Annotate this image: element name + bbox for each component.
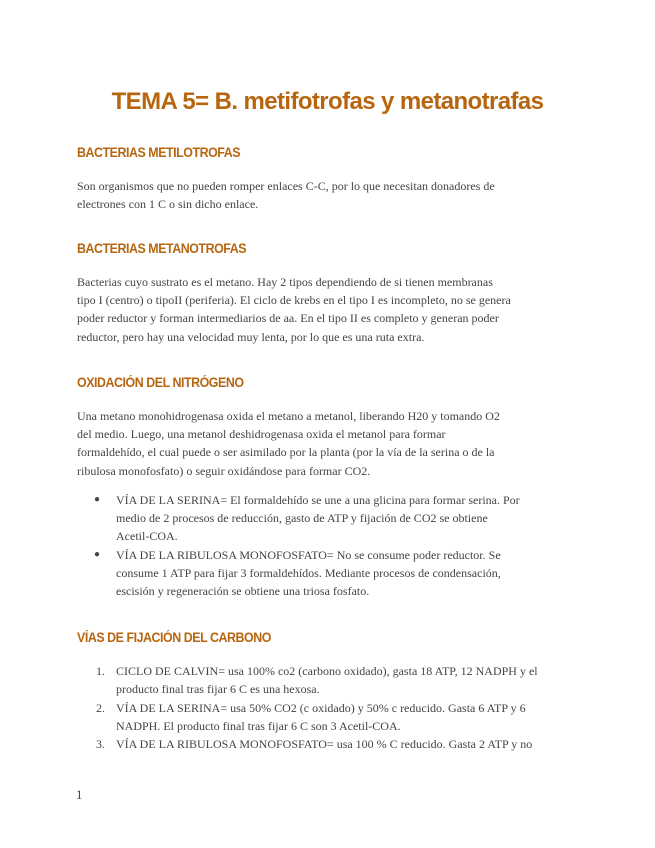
numbered-item-via-ribulosa xyxy=(116,735,586,753)
text-line: escisión y regeneración se obtiene una triosa fosfato. xyxy=(116,584,370,599)
page-title: TEMA 5= B. metifotrofas y metanotrafas xyxy=(111,88,544,115)
text-line: VÍA DE LA RIBULOSA MONOFOSFATO= No se consume poder reductor. Se xyxy=(116,548,501,562)
text-line: medio de 2 procesos de reducción, gasto de ATP y fijación de CO2 se obtiene xyxy=(116,511,488,526)
text-line: consume 1 ATP para fijar 3 formaldehídos. Mediante procesos de condensación, xyxy=(116,566,501,581)
text-line: poder reductor y forman intermediarios de aa. En el tipo II es completo y generan poder xyxy=(77,311,499,326)
text-line: Una metano monohidrogenasa oxida el metano a metanol, liberando H20 y tomando O2 xyxy=(77,409,500,423)
text-line: reductor, pero hay una velocidad muy lenta, por lo que es una ruta extra. xyxy=(77,329,425,344)
text-line: producto final tras fijar 6 C es una hexosa. xyxy=(116,682,320,697)
text-line: del medio. Luego, una metanol deshidrogenasa oxida el metanol para formar xyxy=(77,427,446,442)
heading-vias-fijacion-carbono: VÍAS DE FIJACIÓN DEL CARBONO xyxy=(77,630,271,645)
list-number: 3. xyxy=(96,737,105,751)
bullet-item-via-ribulosa xyxy=(116,546,586,601)
heading-bacterias-metilotrofas: BACTERIAS METILOTROFAS xyxy=(77,145,241,160)
text-line: formaldehído, el cual puede o ser asimilado por la planta (por la vía de la serina o de la xyxy=(77,445,495,460)
paragraph-metilotrofas xyxy=(77,177,577,213)
text-line: electrones con 1 C o sin dicho enlace. xyxy=(77,197,259,212)
text-line: Son organismos que no pueden romper enlaces C-C, por lo que necesitan donadores de xyxy=(77,179,495,193)
list-number: 2. xyxy=(96,701,105,715)
paragraph-oxidacion xyxy=(77,407,577,480)
text-line: NADPH. El producto final tras fijar 6 C son 3 Acetil-COA. xyxy=(116,719,401,734)
paragraph-metanotrofas xyxy=(77,273,577,346)
text-line: tipo I (centro) o tipoII (periferia). El ciclo de krebs en el tipo I es incompleto, no se genera xyxy=(77,293,511,308)
bullet-icon: ● xyxy=(94,494,101,505)
text-line: VÍA DE LA SERINA= usa 50% CO2 (c oxidado) y 50% c reducido. Gasta 6 ATP y 6 xyxy=(116,701,526,715)
text-line: CICLO DE CALVIN= usa 100% co2 (carbono oxidado), gasta 18 ATP, 12 NADPH y el xyxy=(116,664,538,678)
bullet-icon: ● xyxy=(94,549,101,560)
bullet-item-via-serina xyxy=(116,491,586,546)
text-line: VÍA DE LA RIBULOSA MONOFOSFATO= usa 100 % C reducido. Gasta 2 ATP y no xyxy=(116,737,533,751)
text-line: ribulosa monofosfato) o seguir oxidándose para formar CO2. xyxy=(77,463,371,478)
list-number: 1. xyxy=(96,664,105,678)
text-line: VÍA DE LA SERINA= El formaldehído se une a una glicina para formar serina. Por xyxy=(116,493,520,507)
text-line: Bacterias cuyo sustrato es el metano. Hay 2 tipos dependiendo de si tienen membranas xyxy=(77,275,493,289)
numbered-item-via-serina xyxy=(116,699,586,735)
text-line: Acetil-COA. xyxy=(116,529,178,544)
heading-bacterias-metanotrofas: BACTERIAS METANOTROFAS xyxy=(77,241,247,256)
page-number: 1 xyxy=(76,787,83,802)
heading-oxidacion-nitrogeno: OXIDACIÓN DEL NITRÓGENO xyxy=(77,375,244,390)
numbered-item-ciclo-calvin xyxy=(116,662,586,698)
